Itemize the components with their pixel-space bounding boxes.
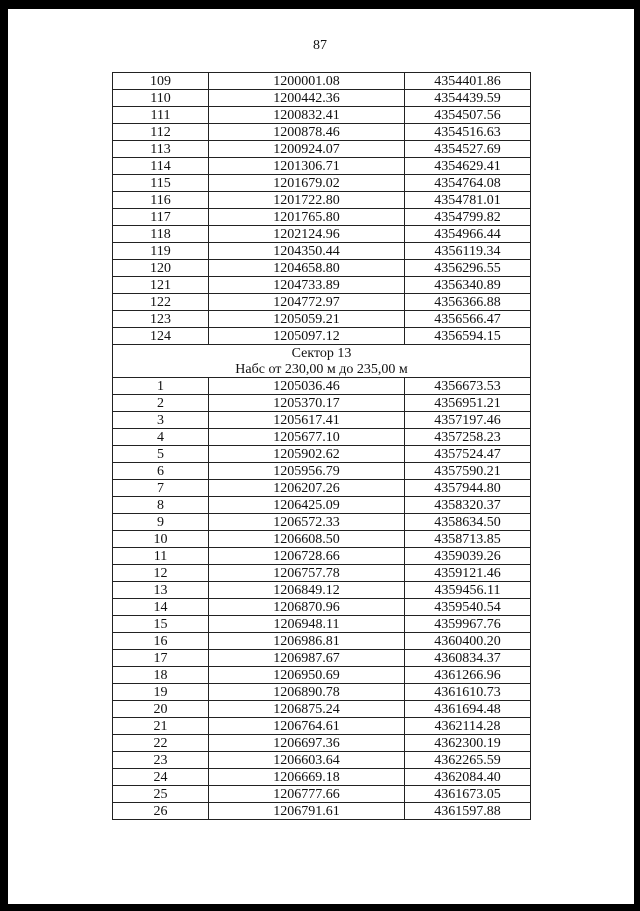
y-coordinate-cell: 4358320.37 [405, 497, 531, 514]
y-coordinate-cell: 4356673.53 [405, 378, 531, 395]
y-coordinate-cell: 4354527.69 [405, 141, 531, 158]
x-coordinate-cell: 1206603.64 [209, 752, 405, 769]
y-coordinate-cell: 4361597.88 [405, 803, 531, 820]
x-coordinate-cell: 1205036.46 [209, 378, 405, 395]
table-row [113, 752, 531, 769]
y-coordinate-cell: 4361673.05 [405, 786, 531, 803]
point-number-cell: 122 [113, 294, 209, 311]
y-coordinate-cell: 4358713.85 [405, 531, 531, 548]
point-number-cell: 14 [113, 599, 209, 616]
table-row [113, 497, 531, 514]
y-coordinate-cell: 4359540.54 [405, 599, 531, 616]
y-coordinate-cell: 4356594.15 [405, 328, 531, 345]
table-row [113, 514, 531, 531]
x-coordinate-cell: 1201306.71 [209, 158, 405, 175]
x-coordinate-cell: 1204350.44 [209, 243, 405, 260]
table-row [113, 141, 531, 158]
point-number-cell: 119 [113, 243, 209, 260]
x-coordinate-cell: 1201765.80 [209, 209, 405, 226]
table-row [113, 616, 531, 633]
point-number-cell: 24 [113, 769, 209, 786]
table-row [113, 718, 531, 735]
table-row [113, 226, 531, 243]
point-number-cell: 114 [113, 158, 209, 175]
point-number-cell: 111 [113, 107, 209, 124]
x-coordinate-cell: 1206791.61 [209, 803, 405, 820]
table-row [113, 565, 531, 582]
x-coordinate-cell: 1206987.67 [209, 650, 405, 667]
table-row [113, 548, 531, 565]
point-number-cell: 22 [113, 735, 209, 752]
x-coordinate-cell: 1200878.46 [209, 124, 405, 141]
table-row [113, 429, 531, 446]
point-number-cell: 21 [113, 718, 209, 735]
y-coordinate-cell: 4362300.19 [405, 735, 531, 752]
x-coordinate-cell: 1206608.50 [209, 531, 405, 548]
y-coordinate-cell: 4362114.28 [405, 718, 531, 735]
x-coordinate-cell: 1202124.96 [209, 226, 405, 243]
point-number-cell: 17 [113, 650, 209, 667]
x-coordinate-cell: 1206669.18 [209, 769, 405, 786]
x-coordinate-cell: 1205097.12 [209, 328, 405, 345]
x-coordinate-cell: 1204772.97 [209, 294, 405, 311]
x-coordinate-cell: 1200001.08 [209, 73, 405, 90]
y-coordinate-cell: 4357197.46 [405, 412, 531, 429]
point-number-cell: 5 [113, 446, 209, 463]
x-coordinate-cell: 1206890.78 [209, 684, 405, 701]
point-number-cell: 3 [113, 412, 209, 429]
y-coordinate-cell: 4354439.59 [405, 90, 531, 107]
y-coordinate-cell: 4360834.37 [405, 650, 531, 667]
y-coordinate-cell: 4361694.48 [405, 701, 531, 718]
table-row [113, 786, 531, 803]
y-coordinate-cell: 4354629.41 [405, 158, 531, 175]
x-coordinate-cell: 1206875.24 [209, 701, 405, 718]
table-row [113, 480, 531, 497]
table-row [113, 446, 531, 463]
y-coordinate-cell: 4362084.40 [405, 769, 531, 786]
point-number-cell: 12 [113, 565, 209, 582]
table-row [113, 328, 531, 345]
y-coordinate-cell: 4356340.89 [405, 277, 531, 294]
table-row [113, 735, 531, 752]
point-number-cell: 11 [113, 548, 209, 565]
x-coordinate-cell: 1206777.66 [209, 786, 405, 803]
y-coordinate-cell: 4361610.73 [405, 684, 531, 701]
y-coordinate-cell: 4362265.59 [405, 752, 531, 769]
point-number-cell: 2 [113, 395, 209, 412]
table-row [113, 107, 531, 124]
point-number-cell: 19 [113, 684, 209, 701]
x-coordinate-cell: 1206849.12 [209, 582, 405, 599]
point-number-cell: 9 [113, 514, 209, 531]
x-coordinate-cell: 1206950.69 [209, 667, 405, 684]
x-coordinate-cell: 1206764.61 [209, 718, 405, 735]
table-row [113, 90, 531, 107]
x-coordinate-cell: 1205956.79 [209, 463, 405, 480]
point-number-cell: 10 [113, 531, 209, 548]
x-coordinate-cell: 1206757.78 [209, 565, 405, 582]
y-coordinate-cell: 4357524.47 [405, 446, 531, 463]
point-number-cell: 113 [113, 141, 209, 158]
table-row [113, 158, 531, 175]
table-row [113, 667, 531, 684]
x-coordinate-cell: 1206870.96 [209, 599, 405, 616]
y-coordinate-cell: 4356366.88 [405, 294, 531, 311]
x-coordinate-cell: 1205059.21 [209, 311, 405, 328]
table-body-bottom [113, 378, 531, 820]
y-coordinate-cell: 4354516.63 [405, 124, 531, 141]
table-row [113, 243, 531, 260]
table-row [113, 701, 531, 718]
y-coordinate-cell: 4360400.20 [405, 633, 531, 650]
y-coordinate-cell: 4356296.55 [405, 260, 531, 277]
y-coordinate-cell: 4354966.44 [405, 226, 531, 243]
sector-title: Сектор 13 [113, 345, 531, 362]
table-row [113, 684, 531, 701]
table-row [113, 124, 531, 141]
y-coordinate-cell: 4357590.21 [405, 463, 531, 480]
x-coordinate-cell: 1206697.36 [209, 735, 405, 752]
y-coordinate-cell: 4359039.26 [405, 548, 531, 565]
sector-subtitle: Набс от 230,00 м до 235,00 м [113, 361, 531, 378]
point-number-cell: 116 [113, 192, 209, 209]
point-number-cell: 1 [113, 378, 209, 395]
table-row [113, 73, 531, 90]
table-row [113, 531, 531, 548]
point-number-cell: 20 [113, 701, 209, 718]
y-coordinate-cell: 4358634.50 [405, 514, 531, 531]
point-number-cell: 18 [113, 667, 209, 684]
point-number-cell: 117 [113, 209, 209, 226]
x-coordinate-cell: 1206948.11 [209, 616, 405, 633]
sector-title-row [113, 345, 531, 362]
point-number-cell: 4 [113, 429, 209, 446]
sector-header [113, 345, 531, 378]
table-row [113, 175, 531, 192]
x-coordinate-cell: 1200442.36 [209, 90, 405, 107]
x-coordinate-cell: 1206728.66 [209, 548, 405, 565]
point-number-cell: 6 [113, 463, 209, 480]
x-coordinate-cell: 1201722.80 [209, 192, 405, 209]
y-coordinate-cell: 4356566.47 [405, 311, 531, 328]
point-number-cell: 118 [113, 226, 209, 243]
point-number-cell: 121 [113, 277, 209, 294]
table-row [113, 463, 531, 480]
point-number-cell: 16 [113, 633, 209, 650]
x-coordinate-cell: 1205902.62 [209, 446, 405, 463]
table-row [113, 633, 531, 650]
table-row [113, 260, 531, 277]
y-coordinate-cell: 4359121.46 [405, 565, 531, 582]
point-number-cell: 23 [113, 752, 209, 769]
coordinates-table [112, 72, 531, 820]
table-row [113, 294, 531, 311]
table-row [113, 769, 531, 786]
table-row [113, 412, 531, 429]
x-coordinate-cell: 1206986.81 [209, 633, 405, 650]
y-coordinate-cell: 4354764.08 [405, 175, 531, 192]
y-coordinate-cell: 4356951.21 [405, 395, 531, 412]
table-body-top [113, 73, 531, 345]
y-coordinate-cell: 4359967.76 [405, 616, 531, 633]
point-number-cell: 120 [113, 260, 209, 277]
y-coordinate-cell: 4356119.34 [405, 243, 531, 260]
point-number-cell: 25 [113, 786, 209, 803]
point-number-cell: 110 [113, 90, 209, 107]
x-coordinate-cell: 1200924.07 [209, 141, 405, 158]
table-row [113, 209, 531, 226]
y-coordinate-cell: 4357944.80 [405, 480, 531, 497]
point-number-cell: 112 [113, 124, 209, 141]
x-coordinate-cell: 1206207.26 [209, 480, 405, 497]
table-row [113, 803, 531, 820]
y-coordinate-cell: 4354401.86 [405, 73, 531, 90]
x-coordinate-cell: 1205617.41 [209, 412, 405, 429]
point-number-cell: 109 [113, 73, 209, 90]
table-row [113, 311, 531, 328]
table-row [113, 650, 531, 667]
y-coordinate-cell: 4357258.23 [405, 429, 531, 446]
sector-subtitle-row [113, 361, 531, 378]
table-row [113, 395, 531, 412]
y-coordinate-cell: 4361266.96 [405, 667, 531, 684]
point-number-cell: 15 [113, 616, 209, 633]
table-row [113, 378, 531, 395]
y-coordinate-cell: 4354507.56 [405, 107, 531, 124]
page-number: 87 [313, 38, 327, 53]
table-row [113, 582, 531, 599]
table-row [113, 277, 531, 294]
point-number-cell: 8 [113, 497, 209, 514]
x-coordinate-cell: 1206425.09 [209, 497, 405, 514]
y-coordinate-cell: 4354781.01 [405, 192, 531, 209]
point-number-cell: 115 [113, 175, 209, 192]
x-coordinate-cell: 1201679.02 [209, 175, 405, 192]
point-number-cell: 7 [113, 480, 209, 497]
y-coordinate-cell: 4354799.82 [405, 209, 531, 226]
point-number-cell: 124 [113, 328, 209, 345]
x-coordinate-cell: 1204733.89 [209, 277, 405, 294]
x-coordinate-cell: 1206572.33 [209, 514, 405, 531]
x-coordinate-cell: 1200832.41 [209, 107, 405, 124]
x-coordinate-cell: 1205677.10 [209, 429, 405, 446]
point-number-cell: 13 [113, 582, 209, 599]
x-coordinate-cell: 1205370.17 [209, 395, 405, 412]
x-coordinate-cell: 1204658.80 [209, 260, 405, 277]
table-row [113, 192, 531, 209]
point-number-cell: 123 [113, 311, 209, 328]
y-coordinate-cell: 4359456.11 [405, 582, 531, 599]
table-row [113, 599, 531, 616]
point-number-cell: 26 [113, 803, 209, 820]
